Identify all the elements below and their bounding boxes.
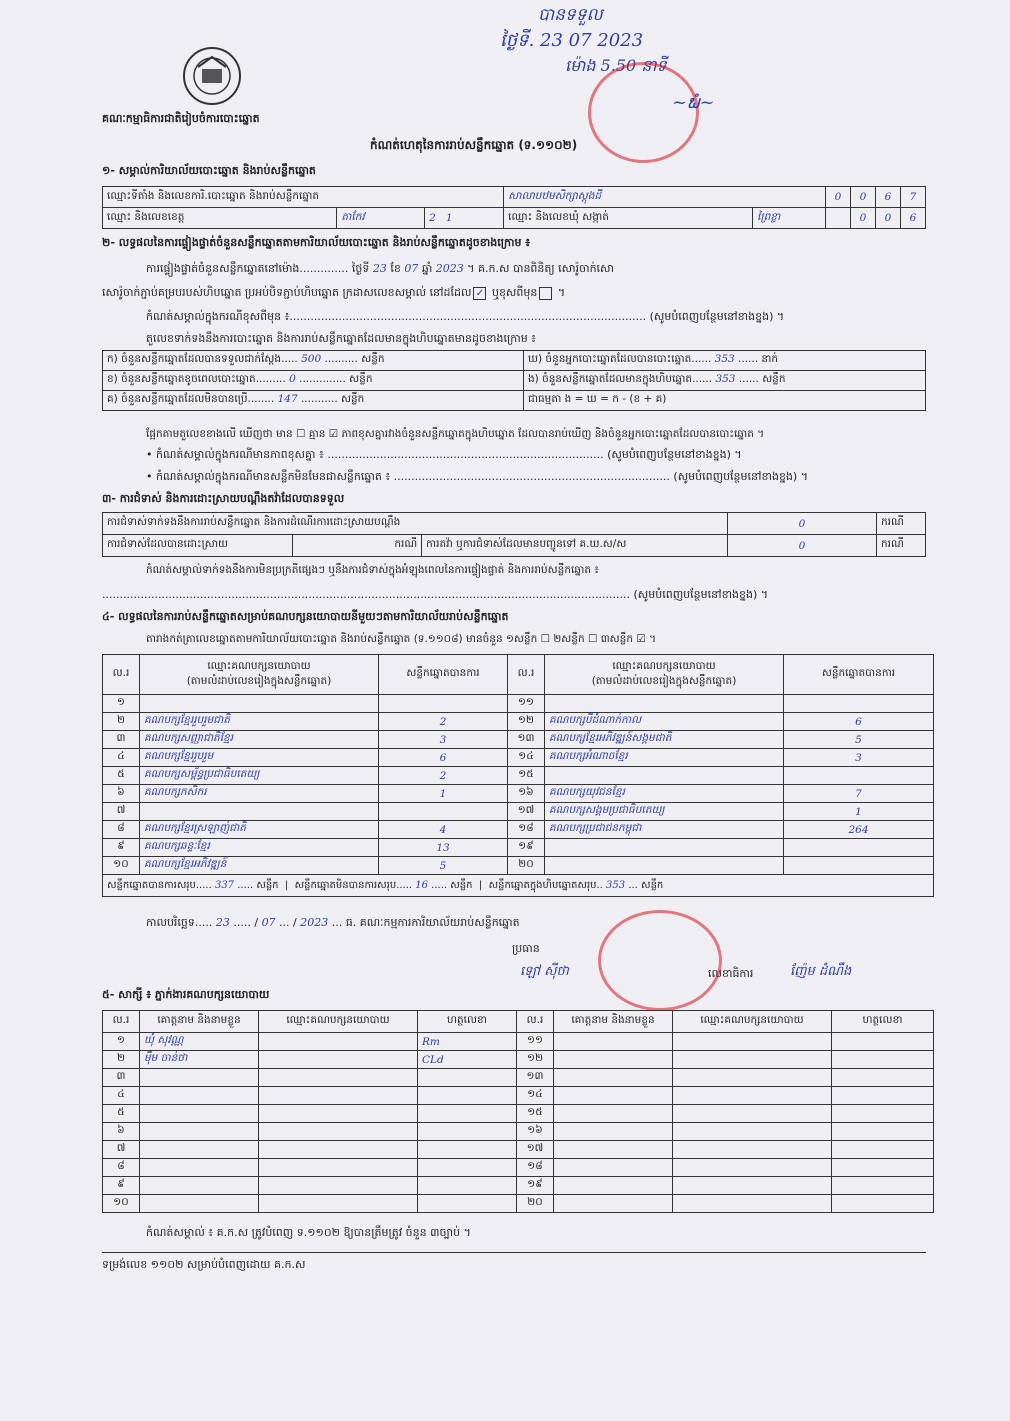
row-number: ២ xyxy=(103,713,140,731)
province-value: តាកែវ xyxy=(337,208,425,229)
witness-party xyxy=(673,1123,832,1141)
row-number: ៧ xyxy=(103,803,140,821)
forwarded-count: 0 xyxy=(728,535,877,557)
witness-signature xyxy=(418,1087,517,1105)
vote-count: 3 xyxy=(784,749,934,767)
witness-signature xyxy=(832,1087,934,1105)
section3-heading: ៣- ការជំទាស់ និងការដោះស្រាយបណ្តឹងតវ៉ាដែលបានទទួល xyxy=(102,492,345,505)
table-row xyxy=(103,1051,934,1069)
vote-count xyxy=(784,857,934,875)
witness-party xyxy=(259,1195,418,1213)
party-name xyxy=(140,803,379,821)
table-row xyxy=(103,1105,934,1123)
figure-e: ង) ចំនួនសន្លឹកឆ្នោតដែលមានក្នុងហិបឆ្នោត...... 353 ...... សន្លឹក xyxy=(524,371,926,391)
row-number: ៩ xyxy=(103,839,140,857)
row-number: ១៩ xyxy=(517,1177,554,1195)
witness-signature xyxy=(418,1105,517,1123)
witness-footnote: កំណត់សម្គាល់ ៖ គ.ក.ស ត្រូវបំពេញ ទ.១១០២ ឱ្យបានត្រឹមត្រូវ ចំនួន ៣ច្បាប់ ។ xyxy=(146,1226,471,1239)
witness-signature xyxy=(832,1177,934,1195)
figure-a: ក) ចំនួនសន្លឹកឆ្នោតដែលបានទទួលជាក់ស្តែង..... 500 .......... សន្លឹក xyxy=(103,351,524,371)
row-number: ៤ xyxy=(103,1087,140,1105)
witness-party xyxy=(673,1087,832,1105)
witness-name xyxy=(554,1159,673,1177)
table-row xyxy=(103,803,934,821)
objections-table: ការជំទាស់ទាក់ទងនឹងការរាប់សន្លឹកឆ្នោត និងការដំណើរការដោះស្រាយបណ្តឹង 0 ករណី ការជំទាស់ដែលបានដោះស្រាយ ករណី ការតវ៉ា ឬការជំទាស់ដែលមានបញ្ជូនទៅ គ.ឃ.ស/ស 0 ករណី xyxy=(102,512,926,557)
row-number: ៨ xyxy=(103,1159,140,1177)
witness-party xyxy=(673,1069,832,1087)
section1-heading: ១- សម្គាល់ការិយាល័យបោះឆ្នោត និងរាប់សន្លឹកឆ្នោត xyxy=(102,164,316,177)
chair-label: ប្រធាន xyxy=(512,942,540,955)
row-number: ១៩ xyxy=(508,839,545,857)
row-number: ២០ xyxy=(517,1195,554,1213)
witness-signature xyxy=(418,1195,517,1213)
table-row xyxy=(103,713,934,731)
row-number: ២០ xyxy=(508,857,545,875)
witness-name xyxy=(554,1141,673,1159)
figures-table xyxy=(102,350,926,411)
secretary-label: លេខាធិការ xyxy=(708,967,754,980)
witness-name xyxy=(554,1123,673,1141)
table-row xyxy=(103,1195,934,1213)
witness-name xyxy=(554,1195,673,1213)
table-row xyxy=(103,857,934,875)
figure-c: គ) ចំនួនសន្លឹកឆ្នោតដែលមិនបានប្រើ........ 147 ........... សន្លឹក xyxy=(103,391,524,411)
witness-name xyxy=(554,1033,673,1051)
witness-name xyxy=(140,1087,259,1105)
agency-name: គណៈកម្មាធិការជាតិរៀបចំការបោះឆ្នោត xyxy=(102,112,260,125)
row-number: ៣ xyxy=(103,731,140,749)
row-number: ១៧ xyxy=(517,1141,554,1159)
table-row xyxy=(103,821,934,839)
nec-logo-icon xyxy=(180,45,244,107)
witness-party xyxy=(673,1051,832,1069)
resolved-label: ការជំទាស់ដែលបានដោះស្រាយ xyxy=(103,535,293,557)
row-number: ១៤ xyxy=(517,1087,554,1105)
witness-name xyxy=(554,1177,673,1195)
commune-digit: 6 xyxy=(901,208,926,229)
witness-party xyxy=(259,1177,418,1195)
verify-day: 23 xyxy=(372,262,387,275)
table-row xyxy=(103,767,934,785)
results-totals: សន្លឹកឆ្នោតបានការសរុប..... 337 ..... សន្លឹក | សន្លឹកឆ្នោតមិនបានការសរុប..... 16 ..... សន្លឹក | សន្លឹកឆ្នោតក្នុងហិបឆ្នោតសរុប.. 353 ... សន្លឹក xyxy=(103,875,934,897)
witness-party xyxy=(259,1087,418,1105)
party-name: គណបក្សយុវជនខ្មែរ xyxy=(545,785,784,803)
witness-party xyxy=(259,1069,418,1087)
row-number: ៤ xyxy=(103,749,140,767)
location-digit: 0 xyxy=(826,187,851,208)
vote-count: 5 xyxy=(784,731,934,749)
vote-count xyxy=(379,803,508,821)
footer-divider xyxy=(102,1252,926,1253)
witness-name xyxy=(140,1159,259,1177)
location-value: សាលាបឋមសិក្សាស្តុងដី xyxy=(504,187,826,208)
vote-count: 2 xyxy=(379,767,508,785)
row-number: ១១ xyxy=(517,1033,554,1051)
witness-name: ម៉ឹម ចាន់ថា xyxy=(140,1051,259,1069)
row-number: ២ xyxy=(103,1051,140,1069)
witness-name xyxy=(140,1195,259,1213)
location-digit: 6 xyxy=(876,187,901,208)
vote-count: 4 xyxy=(379,821,508,839)
section2-heading: ២- លទ្ធផលនៃការផ្ទៀងផ្ទាត់ចំនួនសន្លឹកឆ្នោតតាមការិយាល័យបោះឆ្នោត និងរាប់សន្លឹកឆ្នោតដូចខាងក្រោម ៖ xyxy=(102,236,531,249)
section1-table xyxy=(102,186,926,229)
form-footer: ទម្រង់លេខ ១១០២ សម្រាប់បំពេញដោយ គ.ក.ស xyxy=(102,1258,306,1271)
party-name: គណបក្សសញ្ញាជាតិខ្មែរ xyxy=(140,731,379,749)
row-number: ១២ xyxy=(508,713,545,731)
row-number: ១៦ xyxy=(517,1123,554,1141)
party-name: គណបក្សកសិករ xyxy=(140,785,379,803)
seal-check-line: សោរ៉ូចាក់ភ្ជាប់គម្របរបស់ហិបឆ្នោត ប្រអប់បិទភ្ជាប់ហិបឆ្នោត ក្រដាសលេខសម្គាល់ នៅដដែល ✓ ឬខុសពីមុន ។ xyxy=(102,286,566,299)
checkbox-in-order[interactable]: ✓ xyxy=(473,287,486,300)
party-name: គណបក្សប្រជាជនកម្ពុជា xyxy=(545,821,784,839)
row-number: ១៧ xyxy=(508,803,545,821)
witness-signature xyxy=(832,1123,934,1141)
vote-count xyxy=(379,695,508,713)
table-row xyxy=(103,731,934,749)
vote-count: 6 xyxy=(379,749,508,767)
top-signature: ~ພ​ໍ​~ xyxy=(672,92,715,113)
date-line: កាលបរិច្ឆេទ..... 23 ..... / 07 ... / 2023 ... ធ. គណៈកម្មការការិយាល័យរាប់សន្លឹកឆ្នោត xyxy=(146,916,520,929)
irregularities-line: ....................................................................................................................................................... (សូមបំពេញបន្ថែមនៅខាងខ្នង) ។ xyxy=(102,588,769,601)
figure-d: ឃ) ចំនួនអ្នកបោះឆ្នោតដែលបានបោះឆ្នោត...... 353 ...... នាក់ xyxy=(524,351,926,371)
location-digit: 0 xyxy=(851,187,876,208)
witness-party xyxy=(259,1123,418,1141)
vote-count: 6 xyxy=(784,713,934,731)
total-valid: 337 xyxy=(214,880,235,891)
table-row xyxy=(103,749,934,767)
location-label: ឈ្មោះទីតាំង និងលេខការិ.បោះឆ្នោត និងរាប់សន្លឹកឆ្នោត xyxy=(103,187,504,208)
witness-signature: Rm xyxy=(418,1033,517,1051)
witness-signature xyxy=(418,1141,517,1159)
witness-name xyxy=(554,1069,673,1087)
witness-signature xyxy=(832,1051,934,1069)
verify-line: ការផ្ទៀងផ្ទាត់ចំនួនសន្លឹកឆ្នោតនៅម៉ោង.............. ថ្ងៃទី 23 ខែ 07 ឆ្នាំ 2023 ។ គ.ក.ស បានពិនិត្យ សោរ៉ូចាក់សោ xyxy=(146,262,615,275)
party-name: គណបក្សខ្មែររួបរួមជាតិ xyxy=(140,713,379,731)
witness-signature xyxy=(832,1159,934,1177)
witness-party xyxy=(259,1159,418,1177)
witness-signature xyxy=(418,1123,517,1141)
party-name: គណបក្សខ្មែរស្រឡាញ់ជាតិ xyxy=(140,821,379,839)
witness-party xyxy=(259,1051,418,1069)
document-title: កំណត់ហេតុនៃការរាប់សន្លឹកឆ្នោត (ទ.១១០២) xyxy=(370,138,578,152)
note1-line: កំណត់សម្គាល់ក្នុងករណីខុសពីមុន ៖...................................................................................................... (សូមបំពេញបន្ថែមនៅខាងខ្នង) ។ xyxy=(146,310,785,323)
vote-count: 7 xyxy=(784,785,934,803)
vote-count: 5 xyxy=(379,857,508,875)
difference-check: ផ្អែកតាមតួលេខខាងលើ ឃើញថា មាន ☐ គ្មាន ☑ ភាពខុសគ្នារវាងចំនួនសន្លឹកឆ្នោតក្នុងហិបឆ្នោត ដែលបានរាប់ឃើញ និងចំនួនអ្នកបោះឆ្នោតដែលបានបោះឆ្នោត ។ xyxy=(146,428,765,440)
witness-party xyxy=(673,1177,832,1195)
witness-name xyxy=(140,1069,259,1087)
row-number: ១០ xyxy=(103,857,140,875)
note-difference: • កំណត់សម្គាល់ក្នុងករណីមានភាពខុសគ្នា ៖ ............................................................................... (សូមបំពេញបន្ថែមនៅខាងខ្នង) ។ xyxy=(146,448,742,461)
commune-label: ឈ្មោះ និងលេខឃុំ សង្កាត់ xyxy=(504,208,753,229)
row-number: ១៦ xyxy=(508,785,545,803)
section4-heading: ៤- លទ្ធផលនៃការរាប់សន្លឹកឆ្នោតសម្រាប់គណបក្សនយោបាយនីមួយៗតាមការិយាល័យរាប់សន្លឹកឆ្នោត xyxy=(102,610,509,623)
vote-count: 13 xyxy=(379,839,508,857)
vote-count: 1 xyxy=(379,785,508,803)
party-name xyxy=(545,767,784,785)
party-name: គណបក្សខ្មែររួបរួម xyxy=(140,749,379,767)
party-name xyxy=(545,695,784,713)
table-row xyxy=(103,695,934,713)
witness-party xyxy=(673,1033,832,1051)
row-number: ៨ xyxy=(103,821,140,839)
table-row xyxy=(103,1159,934,1177)
witness-signature: CLd xyxy=(418,1051,517,1069)
party-name: គណបក្សសម្ព័ន្ធប្រជាធិបតេយ្យ xyxy=(140,767,379,785)
witness-name xyxy=(140,1105,259,1123)
witness-party xyxy=(259,1033,418,1051)
checkbox-changed[interactable] xyxy=(539,287,552,300)
vote-count xyxy=(784,695,934,713)
note-non-ballot: • កំណត់សម្គាល់ក្នុងករណីមានសន្លឹកមិនមែនជាសន្លឹកឆ្នោត ៖ ............................................................................... (សូមបំពេញបន្ថែមនៅខាងខ្នង) ។ xyxy=(146,470,808,483)
red-seal-bottom xyxy=(598,910,722,1011)
row-number: ១១ xyxy=(508,695,545,713)
section5-heading: ៥- សាក្សី ៖ ភ្នាក់ងារគណបក្សនយោបាយ xyxy=(102,988,270,1001)
row-number: ៥ xyxy=(103,1105,140,1123)
tally-sheet-note: តារាងកត់ត្រាលេខឆ្នោតតាមការិយាល័យបោះឆ្នោត និងរាប់សន្លឹកឆ្នោត (ទ.១១០៨) មានចំនួន ១សន្លឹក ☐ ២សន្លឹក ☐ ៣សន្លឹក ☑ ។ xyxy=(146,633,657,645)
results-table: ល.រ ឈ្មោះគណបក្សនយោបាយ (តាមលំដាប់លេខរៀងក្នុងសន្លឹកឆ្នោត) សន្លឹកឆ្នោតបានការ ល.រ ឈ្មោះគណបក្សនយោបាយ (តាមលំដាប់លេខរៀងក្នុងសន្លឹកឆ្នោត) សន្លឹកឆ្នោតបានការ ១ ១១ ២ គណបក្សខ្មែររួបរួមជាតិ 2 ១២ គណបក្សបីដំណាក់កាល 6 ៣ គណបក្សសញ្ញាជាតិខ្មែរ 3 ១៣ គណបក្សខ្មែរអភិវឌ្ឍន៍សង្គមជាតិ 5 ៤ គណបក្សខ្មែររួបរួម 6 ១៤ គណបក្សអំណាចខ្មែរ 3 ៥ គណបក្សសម្ព័ន្ធប្រជាធិបតេយ្យ 2 ១៥ ៦ គណបក្សកសិករ 1 ១៦ គណបក្សយុវជនខ្មែរ 7 ៧ ១៧ គណបក្សសង្គមប្រជាធិបតេយ្យ 1 ៨ គណបក្សខ្មែរស្រឡាញ់ជាតិ 4 ១៨ គណបក្សប្រជាជនកម្ពុជា 264 ៩ គណបក្សឆន្ទៈខ្មែរ 13 ១៩ ១០ គណបក្សខ្មែរអភិវឌ្ឍន៍ 5 ២០ សន្លឹកឆ្នោតបានការសរុប..... 337 ..... សន្លឹក | សន្លឹកឆ្នោតមិនបានការសរុប..... 16 ..... សន្លឹក | សន្លឹកឆ្នោតក្នុងហិបឆ្នោតសរុប.. 353 ... សន្លឹក xyxy=(102,654,934,897)
witness-party xyxy=(259,1141,418,1159)
total-invalid: 16 xyxy=(415,880,428,891)
province-digits: 2 1 xyxy=(425,208,504,229)
witness-name xyxy=(140,1141,259,1159)
table-row xyxy=(103,1033,934,1051)
witness-party xyxy=(673,1159,832,1177)
figure-formula: ជាធម្មតា ង = ឃ = ក - (ខ + គ) xyxy=(524,391,926,411)
row-number: ១០ xyxy=(103,1195,140,1213)
table-row xyxy=(103,1123,934,1141)
verify-year: 2023 xyxy=(435,262,464,275)
vote-count: 264 xyxy=(784,821,934,839)
row-number: ១៣ xyxy=(508,731,545,749)
received-time: ម៉ោង 5.50 នាទី xyxy=(565,56,667,75)
party-name: គណបក្សខ្មែរអភិវឌ្ឍន៍ xyxy=(140,857,379,875)
witness-signature xyxy=(832,1141,934,1159)
party-name: គណបក្សខ្មែរអភិវឌ្ឍន៍សង្គមជាតិ xyxy=(545,731,784,749)
forwarded-label: ការតវ៉ា ឬការជំទាស់ដែលមានបញ្ជូនទៅ គ.ឃ.ស/ស xyxy=(422,535,728,557)
vote-count xyxy=(784,839,934,857)
party-name xyxy=(140,695,379,713)
objection-label: ការជំទាស់ទាក់ទងនឹងការរាប់សន្លឹកឆ្នោត និងការដំណើរការដោះស្រាយបណ្តឹង xyxy=(103,513,728,535)
commune-value: ព្រៃខ្លា xyxy=(753,208,826,229)
witness-party xyxy=(259,1105,418,1123)
witness-name xyxy=(554,1051,673,1069)
witness-party xyxy=(673,1141,832,1159)
location-digit: 7 xyxy=(901,187,926,208)
row-number: ១៣ xyxy=(517,1069,554,1087)
witness-party xyxy=(673,1105,832,1123)
row-number: ១៤ xyxy=(508,749,545,767)
witness-signature xyxy=(418,1159,517,1177)
vote-count: 1 xyxy=(784,803,934,821)
row-number: ៧ xyxy=(103,1141,140,1159)
table-row xyxy=(103,1069,934,1087)
table-row xyxy=(103,785,934,803)
witness-name: ឃុំ សុវណ្ណ xyxy=(140,1033,259,1051)
table-row xyxy=(103,1141,934,1159)
objection-count: 0 xyxy=(728,513,877,535)
witness-signature xyxy=(418,1177,517,1195)
witness-signature xyxy=(832,1069,934,1087)
party-name xyxy=(545,839,784,857)
commune-digit: 0 xyxy=(876,208,901,229)
received-label: បានទទួល xyxy=(538,5,603,25)
vote-count xyxy=(784,767,934,785)
row-number: ៣ xyxy=(103,1069,140,1087)
witness-signature xyxy=(832,1105,934,1123)
witness-name xyxy=(554,1105,673,1123)
vote-count: 2 xyxy=(379,713,508,731)
witness-name xyxy=(140,1123,259,1141)
figure-b: ខ) ចំនួនសន្លឹកឆ្នោតខូចពេលបោះឆ្នោត......... 0 .............. សន្លឹក xyxy=(103,371,524,391)
witness-name xyxy=(140,1177,259,1195)
party-name: គណបក្សអំណាចខ្មែរ xyxy=(545,749,784,767)
witness-party xyxy=(673,1195,832,1213)
row-number: ១ xyxy=(103,695,140,713)
party-name xyxy=(545,857,784,875)
witness-name xyxy=(554,1087,673,1105)
row-number: ១៨ xyxy=(508,821,545,839)
row-number: ៦ xyxy=(103,785,140,803)
secretary-signature: ញ៉ែម ដំណឹង xyxy=(790,964,852,979)
verify-month: 07 xyxy=(404,262,419,275)
received-date: ថ្ងៃទី. 23 07 2023 xyxy=(500,30,644,51)
party-name: គណបក្សបីដំណាក់កាល xyxy=(545,713,784,731)
party-name: គណបក្សឆន្ទៈខ្មែរ xyxy=(140,839,379,857)
vote-count: 3 xyxy=(379,731,508,749)
total-in-box: 353 xyxy=(606,880,626,891)
table-row xyxy=(103,1087,934,1105)
row-number: ១៨ xyxy=(517,1159,554,1177)
table-row xyxy=(103,1177,934,1195)
commune-digit: 0 xyxy=(851,208,876,229)
witness-signature xyxy=(418,1069,517,1087)
table-row xyxy=(103,839,934,857)
figures-intro: តួលេខទាក់ទងនឹងការបោះឆ្នោត និងការរាប់សន្លឹកឆ្នោតដែលមានក្នុងហិបឆ្នោតមានដូចខាងក្រោម ៖ xyxy=(146,332,537,345)
row-number: ១ xyxy=(103,1033,140,1051)
witness-signature xyxy=(832,1195,934,1213)
row-number: ១២ xyxy=(517,1051,554,1069)
row-number: ៦ xyxy=(103,1123,140,1141)
party-name: គណបក្សសង្គមប្រជាធិបតេយ្យ xyxy=(545,803,784,821)
row-number: ៥ xyxy=(103,767,140,785)
witness-table: ល.រ គោត្តនាម និងនាមខ្លួន ឈ្មោះគណបក្សនយោបាយ ហត្ថលេខា ល.រ គោត្តនាម និងនាមខ្លួន ឈ្មោះគណបក្សនយោបាយ ហត្ថលេខា ១ ឃុំ សុវណ្ណ Rm ១១ ២ ម៉ឹម ចាន់ថា CLd ១២ ៣ ១៣ ៤ ១៤ ៥ ១៥ ៦ ១៦ ៧ ១៧ ៨ ១៨ ៩ ១៩ ១០ ២០ xyxy=(102,1010,934,1213)
row-number: ១៥ xyxy=(508,767,545,785)
row-number: ៩ xyxy=(103,1177,140,1195)
province-label: ឈ្មោះ និងលេខខេត្ត xyxy=(103,208,337,229)
witness-signature xyxy=(832,1033,934,1051)
chair-signature: ឡៅ ស៊ីថា xyxy=(520,964,569,979)
irregularities-note: កំណត់សម្គាល់ទាក់ទងនឹងការមិនប្រក្រតីផ្សេងៗ ឬនឹងការជំទាស់ក្នុងអំឡុងពេលនៃការផ្ទៀងផ្ទាត់ និងការរាប់សន្លឹកឆ្នោត ៖ xyxy=(146,564,599,576)
row-number: ១៥ xyxy=(517,1105,554,1123)
